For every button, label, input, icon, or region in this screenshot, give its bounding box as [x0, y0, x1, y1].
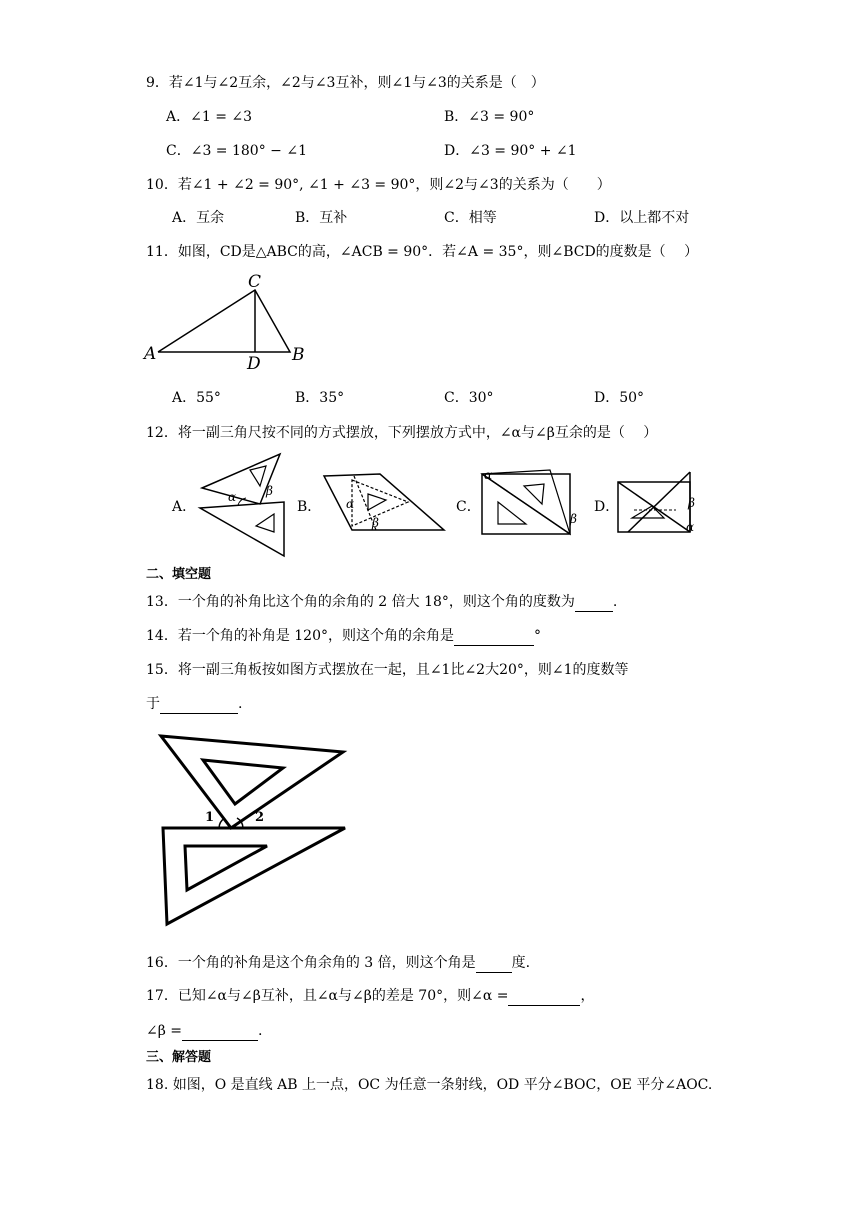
q12-option-d: D． — [594, 499, 620, 515]
q12-stem: 12．将一副三角尺按不同的方式摆放，下列摆放方式中，∠α与∠β互余的是（ ） — [146, 425, 658, 441]
q10-stem: 10．若∠1 + ∠2 = 90°, ∠1 + ∠3 = 90°，则∠2与∠3的关系为（ ） — [146, 177, 611, 193]
q14-line — [146, 626, 541, 646]
q11-label-b: B — [292, 345, 305, 365]
q13-text: 13．一个角的补角比这个角的余角的 2 倍大 18°，则这个角的度数为 — [146, 594, 575, 610]
q17-line1 — [146, 986, 594, 1006]
q13-answer-blank[interactable] — [575, 595, 613, 612]
q15-label-1: 1 — [205, 810, 215, 825]
q14-text: 14．若一个角的补角是 120°，则这个角的余角是 — [146, 628, 454, 644]
q17-beta-label: ∠β = — [146, 1023, 183, 1039]
q10-option-c: C．相等 — [444, 210, 497, 226]
q9-option-c: C．∠3 = 180° − ∠1 — [166, 143, 307, 159]
q12-c-beta: β — [570, 512, 577, 526]
q15-prefix: 于 — [146, 696, 160, 712]
q17-comma: ， — [580, 988, 595, 1004]
q11-option-b: B．35° — [295, 390, 345, 406]
q18-stem: 18. 如图，O 是直线 AB 上一点，OC 为任意一条射线，OD 平分∠BOC，OE 平分∠AOC. — [146, 1077, 713, 1093]
q16-text: 16．一个角的补角是这个角余角的 3 倍，则这个角是 — [146, 955, 476, 971]
q15-line1: 15．将一副三角板按如图方式摆放在一起，且∠1比∠2大20°，则∠1的度数等 — [146, 662, 629, 678]
q15-triangle-figure — [155, 730, 355, 930]
q16-answer-blank[interactable] — [476, 956, 512, 973]
q17-end: . — [258, 1023, 263, 1039]
q12-option-a: A． — [172, 499, 197, 515]
q13-end: . — [612, 594, 618, 610]
q14-end: ° — [534, 628, 541, 644]
q12-figure-c — [478, 466, 578, 538]
q17-beta-answer-blank[interactable] — [182, 1024, 258, 1041]
q12-option-c: C． — [456, 499, 481, 515]
q12-c-alpha: α — [484, 468, 493, 482]
q12-a-alpha: α — [228, 490, 237, 504]
q12-a-beta: β — [266, 484, 273, 498]
q12-d-alpha: α — [686, 520, 695, 534]
q10-option-a: A．互余 — [172, 210, 225, 226]
q16-line — [146, 953, 530, 973]
q13-line — [146, 592, 617, 612]
q17-text: 17．已知∠α与∠β互补，且∠α与∠β的差是 70°，则∠α = — [146, 988, 509, 1004]
q16-end: 度. — [511, 955, 531, 971]
q17-line2 — [146, 1021, 262, 1041]
q11-label-a: A — [144, 344, 157, 364]
q14-answer-blank[interactable] — [454, 629, 534, 646]
q11-label-c: C — [248, 272, 262, 292]
q11-option-d: D．50° — [594, 390, 645, 406]
q10-option-b: B．互补 — [295, 210, 348, 226]
q15-answer-blank[interactable] — [160, 697, 238, 714]
q15-label-2: 2 — [255, 810, 265, 825]
q9-stem: 9．若∠1与∠2互余，∠2与∠3互补，则∠1与∠3的关系是（ ） — [146, 75, 545, 91]
q12-d-beta: β — [688, 496, 695, 510]
q11-label-d: D — [247, 354, 261, 374]
q11-option-c: C．30° — [444, 390, 494, 406]
q12-b-beta: β — [372, 516, 379, 530]
q9-option-d: D．∠3 = 90° + ∠1 — [444, 143, 577, 159]
q17-alpha-answer-blank[interactable] — [508, 989, 580, 1006]
q12-option-b: B． — [297, 499, 322, 515]
q11-option-a: A．55° — [172, 390, 221, 406]
section-solution-title: 三、解答题 — [146, 1050, 212, 1065]
q11-stem: 11．如图，CD是△ABC的高，∠ACB = 90°．若∠A = 35°，则∠BCD的度数是（ ） — [146, 244, 699, 260]
q12-b-alpha: α — [346, 497, 355, 511]
section-fill-in-title: 二、填空题 — [146, 567, 212, 582]
q10-option-d: D．以上都不对 — [594, 210, 690, 226]
q9-option-b: B．∠3 = 90° — [444, 109, 535, 125]
q9-option-a: A．∠1 = ∠3 — [166, 109, 253, 125]
q15-end: . — [238, 696, 243, 712]
q12-figure-a — [196, 450, 296, 558]
q15-line2 — [146, 694, 242, 714]
q12-figure-b — [320, 466, 450, 536]
